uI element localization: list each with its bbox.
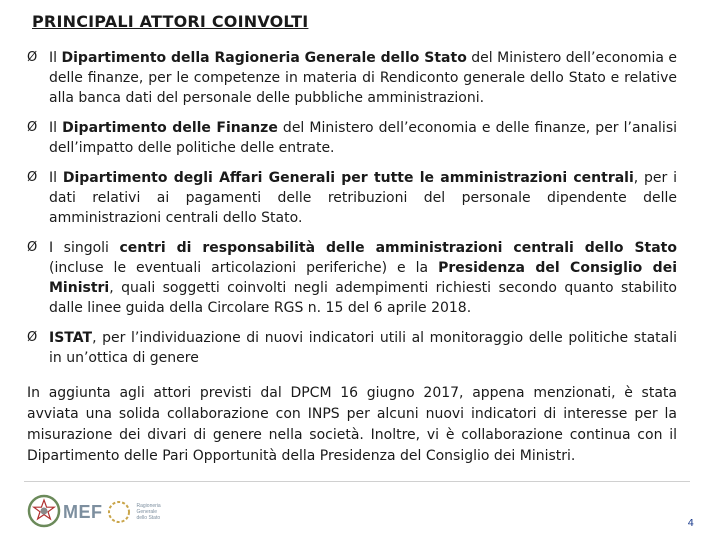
- arrow-bullet-icon: Ø: [27, 50, 38, 65]
- bullet-item-istat: [27, 328, 677, 368]
- bullet-text-bold: Dipartimento degli Affari Generali per tutte le amministrazioni centrali: [62, 170, 634, 186]
- arrow-bullet-icon: Ø: [27, 170, 38, 185]
- mef-logo-text: MEF: [63, 501, 103, 522]
- bullet-text-post: del Ministero dell’economia e delle finanze, per l’analisi dell’impatto delle politiche delle entrate.: [49, 120, 678, 156]
- mef-logo-subtitle: Ragioneria Generale dello Stato: [136, 503, 161, 521]
- bullet-list: [27, 48, 677, 378]
- bullet-item-affari-generali: [27, 168, 677, 228]
- page-title: PRINCIPALI ATTORI COINVOLTI: [32, 12, 309, 31]
- bullet-text-bold-2: Presidenza del Consiglio dei Ministri: [49, 260, 677, 296]
- arrow-bullet-icon: Ø: [27, 330, 38, 345]
- bullet-item-rgs: [27, 48, 677, 108]
- footer-divider: [24, 481, 690, 482]
- bullet-text-pre: I singoli: [49, 240, 120, 256]
- bullet-text-bold: ISTAT: [49, 330, 93, 346]
- bullet-text-mid: (incluse le eventuali articolazioni periferiche) e la: [49, 260, 439, 276]
- closing-paragraph: In aggiunta agli attori previsti dal DPCM 16 giugno 2017, appena menzionati, è stata avviata una solida collaborazione con INPS per alcuni nuovi indicatori di interesse per la misurazione dei divari di genere nella società. Inoltre, vi è collaborazione continua con il Dipartimento delle Pari Opportunità della Presidenza del Consiglio dei Ministri.: [27, 385, 677, 464]
- mef-ring-icon: [105, 498, 133, 526]
- bullet-text-pre: Il: [49, 170, 63, 186]
- bullet-text-post: , per i dati relativi ai pagamenti delle retribuzioni del personale dipendente delle amministrazioni centrali dello Stato.: [49, 170, 677, 226]
- bullet-item-finanze: [27, 118, 677, 158]
- bullet-text-post: , quali soggetti coinvolti negli adempimenti richiesti secondo quanto stabilito dalle linee guida della Circolare RGS n. 15 del 6 aprile 2018.: [49, 280, 677, 316]
- arrow-bullet-icon: Ø: [27, 120, 38, 135]
- bullet-text-bold: Dipartimento delle Finanze: [62, 120, 278, 136]
- mef-logo: [63, 495, 169, 529]
- bullet-text-post: , per l’individuazione di nuovi indicatori utili al monitoraggio delle politiche statali in un’ottica di genere: [49, 330, 677, 366]
- arrow-bullet-icon: Ø: [27, 240, 38, 255]
- italian-republic-emblem-icon: [27, 494, 61, 528]
- bullet-item-centri-responsabilita: [27, 238, 677, 318]
- bullet-text-bold: centri di responsabilità delle amministrazioni centrali dello Stato: [119, 240, 677, 256]
- bullet-text-post: del Ministero dell’economia e delle finanze, per le competenze in materia di Rendiconto generale dello Stato e relative alla banca dati del personale delle pubbliche amministrazioni.: [49, 50, 678, 106]
- page-number: 4: [687, 518, 694, 529]
- bullet-text-pre: Il: [49, 50, 62, 66]
- bullet-text-bold: Dipartimento della Ragioneria Generale dello Stato: [61, 50, 467, 66]
- bullet-text-pre: Il: [49, 120, 63, 136]
